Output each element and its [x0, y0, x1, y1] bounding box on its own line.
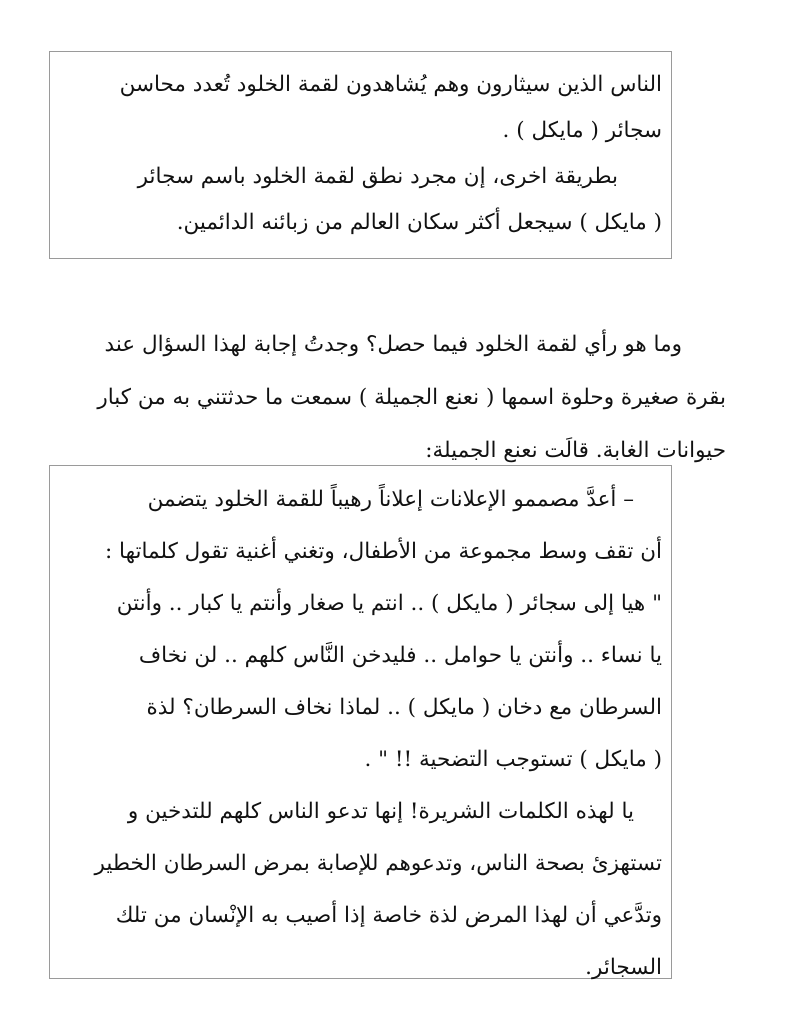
text-line: وما هو رأي لقمة الخلود فيما حصل؟ وجدتُ إجابة لهذا السؤال عند [104, 332, 682, 357]
quote-box-top [49, 51, 672, 259]
text-line: ( مايكل ) سيجعل أكثر سكان العالم من زبائنه الدائمين. [176, 210, 662, 235]
text-line: يا نساء .. وأنتن يا حوامل .. فليدخن النَّاس كلهم .. لن نخاف [138, 643, 662, 668]
text-line: بقرة صغيرة وحلوة اسمها ( نعنع الجميلة ) سمعت ما حدثتني به من كبار [97, 385, 726, 410]
text-line: السرطان مع دخان ( مايكل ) .. لماذا نخاف السرطان؟ لذة [146, 695, 662, 720]
text-line: أن تقف وسط مجموعة من الأطفال، وتغني أغنية تقول كلماتها : [104, 539, 662, 564]
quote-box-bottom [49, 465, 672, 979]
text-line: " هيا إلى سجائر ( مايكل ) .. انتم يا صغار وأنتم يا كبار .. وأنتن [116, 591, 662, 616]
text-line: يا لهذه الكلمات الشريرة! إنها تدعو الناس كلهم للتدخين و [127, 799, 634, 824]
text-line: حيوانات الغابة. قالَت نعنع الجميلة: [425, 438, 726, 463]
text-line: وتدَّعي أن لهذا المرض لذة خاصة إذا أصيب به الإنْسان من تلك [115, 903, 662, 928]
text-line: الناس الذين سيثارون وهم يُشاهدون لقمة الخلود تُعدد محاسن [119, 72, 662, 97]
text-line: – أعدَّ مصممو الإعلانات إعلاناً رهيباً للقمة الخلود يتضمن [147, 487, 634, 512]
text-line: بطريقة اخرى، إن مجرد نطق لقمة الخلود باسم سجائر [137, 164, 618, 189]
text-line: السجائر. [585, 955, 662, 980]
text-line: ( مايكل ) تستوجب التضحية !! " . [364, 747, 662, 772]
body-paragraph [62, 318, 726, 477]
text-line: سجائر ( مايكل ) . [502, 118, 662, 143]
text-line: تستهزئ بصحة الناس، وتدعوهم للإصابة بمرض السرطان الخطير [94, 851, 662, 876]
